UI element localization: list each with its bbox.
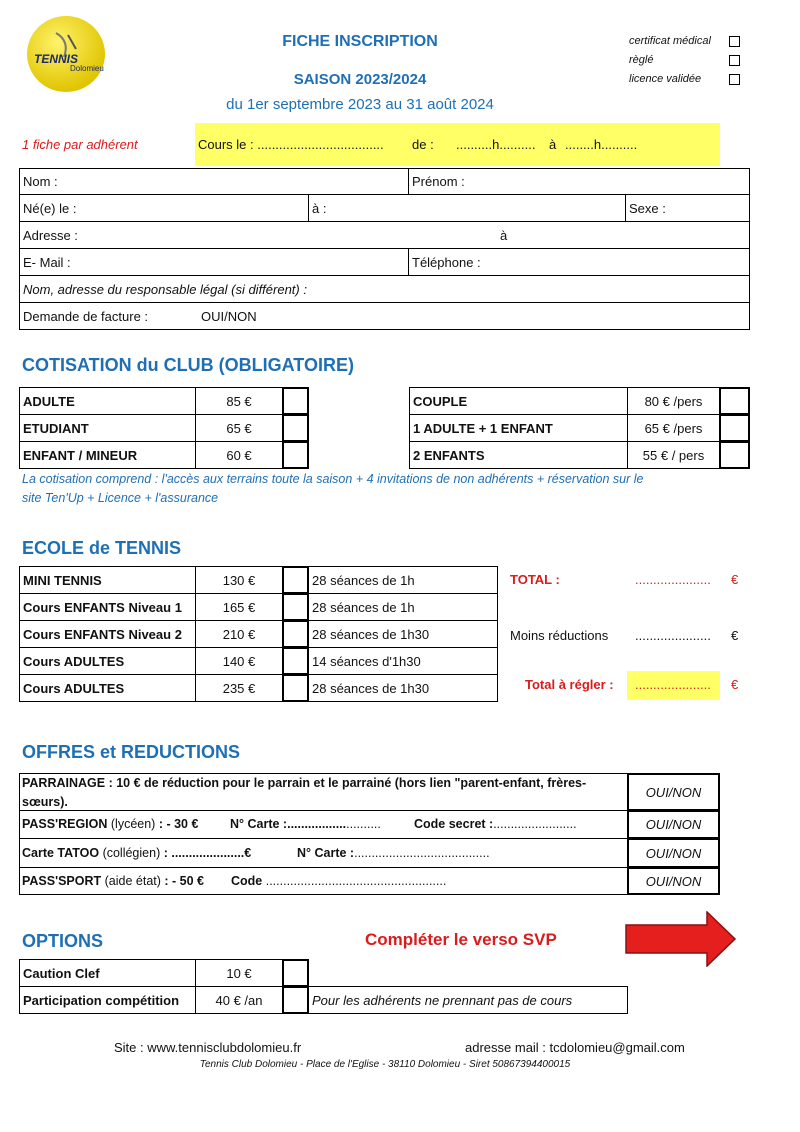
ecole-sessions: 28 séances de 1h [308,566,498,594]
cotisation-price: 60 € [195,441,283,469]
arrow-right-icon [625,911,737,967]
sexe-field[interactable]: Sexe : [625,194,750,222]
club-logo [26,15,106,93]
adresse-field[interactable] [19,221,750,249]
cotisation-checkbox[interactable] [282,387,309,415]
birthplace-field[interactable]: à : [308,194,626,222]
ecole-price: 140 € [195,647,283,675]
ecole-price: 235 € [195,674,283,702]
cotisation-checkbox[interactable] [719,441,750,469]
pass-region-code-label: Code secret : [414,817,494,831]
ecole-checkbox[interactable] [282,674,309,702]
cotisation-checkbox[interactable] [282,414,309,442]
parrainage-text: PARRAINAGE : 10 € de réduction pour le parrain et le parrainé (hors lien "parent-enfant, frères- [22,776,587,790]
tatoo-label: Carte TATOO [22,846,100,860]
birthdate-field[interactable]: Né(e) le : [19,194,309,222]
course-from-label: de : [412,137,434,152]
pass-region-code[interactable] [414,817,577,831]
cotisation-checkbox[interactable] [282,441,309,469]
option-label: Participation compétition [19,986,196,1014]
cotisation-label: 2 ENFANTS [409,441,628,469]
cotisation-note-1: La cotisation comprend : l'accès aux terrains toute la saison + 4 invitations de non adhérents + réservation sur le [22,472,644,486]
ecole-checkbox[interactable] [282,593,309,621]
course-to-label: à [549,137,557,152]
pass-sport-code-dots: .................................................... [265,874,447,888]
pass-region-text [22,817,198,831]
ecole-checkbox[interactable] [282,566,309,594]
notice-text: 1 fiche par adhérent [22,137,138,152]
pass-region-choice[interactable]: OUI/NON [627,810,720,839]
regler-field[interactable]: ..................... [635,677,711,692]
responsable-field[interactable]: Nom, adresse du responsable légal (si différent) : [19,275,750,303]
tatoo-text [22,846,251,860]
pass-sport-code[interactable] [231,874,446,888]
option-price: 40 € /an [195,986,283,1014]
cotisation-label: ENFANT / MINEUR [19,441,196,469]
regler-euro: € [731,677,739,692]
pass-region-amount: : - 30 € [158,817,199,831]
course-to-field[interactable]: ........h.......... [565,137,638,152]
cotisation-price: 65 € [195,414,283,442]
cotisation-note-2: site Ten'Up + Licence + l'assurance [22,491,219,505]
option-label: Caution Clef [19,959,196,987]
email-field[interactable]: E- Mail : [19,248,409,276]
logo-text: TENNIS [34,52,79,66]
facture-label: Demande de facture : [23,308,149,324]
ecole-price: 210 € [195,620,283,648]
pass-sport-text [22,874,204,888]
cotisation-price: 85 € [195,387,283,415]
pass-region-carte-dots: .......... [346,817,381,831]
footer-address: Tennis Club Dolomieu - Place de l'Eglise - 38110 Dolomieu - Siret 50867394400015 [199,1059,571,1070]
pass-region-carte-label: N° Carte :................. [230,817,347,831]
ecole-sessions: 28 séances de 1h30 [308,674,498,702]
facture-field[interactable] [19,302,750,330]
moins-label: Moins réductions [510,628,609,643]
total-label: TOTAL : [510,572,560,587]
footer-mail[interactable]: adresse mail : tcdolomieu@gmail.com [465,1040,685,1055]
admin-check-label: règlé [629,54,654,66]
ecole-label: Cours ENFANTS Niveau 2 [19,620,196,648]
cotisation-label: 1 ADULTE + 1 ENFANT [409,414,628,442]
admin-checkbox[interactable] [729,55,740,66]
admin-check-label: certificat médical [629,35,711,47]
option-price: 10 € [195,959,283,987]
cotisation-price: 55 € / pers [627,441,720,469]
pass-sport-who: (aide état) [101,874,165,888]
tatoo-who: (collégien) [99,846,164,860]
parrainage-choice[interactable]: OUI/NON [627,773,720,811]
cotisation-label: ADULTE [19,387,196,415]
course-from-field[interactable]: ..........h.......... [456,137,536,152]
pass-region-who: (lycéen) [107,817,159,831]
telephone-field[interactable]: Téléphone : [408,248,750,276]
option-checkbox[interactable] [282,986,309,1014]
cotisation-label: ETUDIANT [19,414,196,442]
cotisation-title: COTISATION du CLUB (OBLIGATOIRE) [22,355,354,375]
total-euro: € [731,572,739,587]
nom-field[interactable]: Nom : [19,168,409,195]
form-title: FICHE INSCRIPTION [282,33,438,50]
pass-sport-amount: : - 50 € [164,874,204,888]
total-field[interactable]: ..................... [635,572,711,587]
verso-notice: Compléter le verso SVP [365,930,557,949]
pass-sport-code-label: Code [231,874,263,888]
pass-sport-choice[interactable]: OUI/NON [627,867,720,895]
ecole-label: Cours ENFANTS Niveau 1 [19,593,196,621]
facture-choice[interactable]: OUI/NON [201,308,257,324]
regler-label: Total à régler : [525,677,614,692]
adresse-city-label: à [500,227,508,243]
cotisation-price: 65 € /pers [627,414,720,442]
option-checkbox[interactable] [282,959,309,987]
admin-check-label: licence validée [629,73,702,85]
moins-field[interactable]: ..................... [635,628,711,643]
tatoo-amount: : .....................€ [163,846,252,860]
tatoo-carte-dots: ....................................... [354,846,490,860]
parrainage-text-2: sœurs). [22,795,68,809]
ecole-price: 165 € [195,593,283,621]
option-note: Pour les adhérents ne prennant pas de cours [308,986,628,1014]
ecole-label: Cours ADULTES [19,647,196,675]
ecole-title: ECOLE de TENNIS [22,538,182,558]
logo-subtext: Dolomieu [70,64,104,73]
pass-sport-label: PASS'SPORT [22,874,102,888]
admin-checkbox[interactable] [729,74,740,85]
tatoo-carte-label: N° Carte : [297,846,355,860]
season-period: du 1er septembre 2023 au 31 août 2024 [226,96,494,113]
footer-site[interactable]: Site : www.tennisclubdolomieu.fr [114,1040,302,1055]
admin-checkbox[interactable] [729,36,740,47]
pass-region-label: PASS'REGION [22,817,108,831]
ecole-checkbox[interactable] [282,647,309,675]
course-day-field[interactable]: Cours le : ................................... [198,137,384,152]
ecole-label: MINI TENNIS [19,566,196,594]
ecole-sessions: 28 séances de 1h30 [308,620,498,648]
cotisation-label: COUPLE [409,387,628,415]
options-title: OPTIONS [22,931,104,951]
pass-region-carte[interactable] [230,817,381,831]
cotisation-checkbox[interactable] [719,414,750,442]
season-label: SAISON 2023/2024 [293,71,427,88]
ecole-sessions: 28 séances de 1h [308,593,498,621]
ecole-label: Cours ADULTES [19,674,196,702]
prenom-field[interactable]: Prénom : [408,168,750,195]
cotisation-price: 80 € /pers [627,387,720,415]
tatoo-choice[interactable]: OUI/NON [627,838,720,868]
cotisation-checkbox[interactable] [719,387,750,415]
adresse-label: Adresse : [23,227,78,243]
ecole-checkbox[interactable] [282,620,309,648]
moins-euro: € [731,628,739,643]
pass-region-code-dots: ........................ [493,817,577,831]
ecole-sessions: 14 séances d'1h30 [308,647,498,675]
offres-title: OFFRES et REDUCTIONS [22,742,241,762]
tatoo-carte[interactable] [297,846,490,860]
ecole-price: 130 € [195,566,283,594]
